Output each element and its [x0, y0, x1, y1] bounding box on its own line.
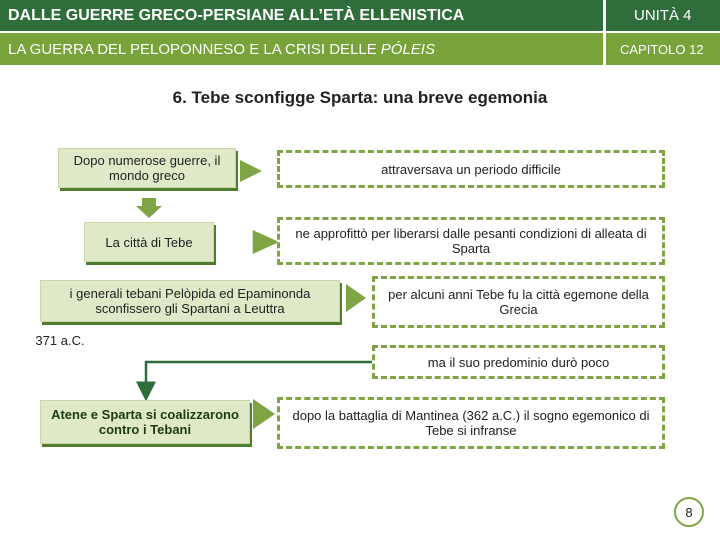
box-predominio: [372, 345, 665, 379]
slide-title: 6. Tebe sconfigge Sparta: una breve egemonia: [172, 88, 548, 107]
box-egemone-text: per alcuni anni Tebe fu la città egemone della Grecia: [388, 287, 649, 317]
page-number-text: 8: [685, 504, 693, 520]
box-citta-tebe: [84, 222, 214, 262]
unit-title: DALLE GUERRE GRECO-PERSIANE ALL’ETÀ ELLENISTICA: [8, 6, 465, 24]
chevron-right-2: [253, 230, 279, 254]
box-mondo-greco-text: Dopo numerose guerre, il mondo greco: [73, 153, 221, 183]
chapter-title-italic: PÓLEIS: [380, 40, 435, 58]
box-generali-text: i generali tebani Pelòpida ed Epaminonda sconfissero gli Spartani a Leuttra: [69, 286, 311, 316]
box-ne-approfitto: [277, 217, 665, 265]
box-generali: [40, 280, 340, 322]
box-periodo-difficile: [277, 150, 665, 188]
chevron-right-4: [253, 399, 275, 429]
elbow-connector: [146, 362, 372, 394]
box-ne-approfitto-text: ne approfittò per liberarsi dalle pesanti condizioni di alleata di Sparta: [295, 226, 647, 256]
box-citta-tebe-text: La città di Tebe: [105, 234, 193, 250]
box-egemone: [372, 276, 665, 328]
box-mantinea-text: dopo la battaglia di Mantinea (362 a.C.) il sogno egemonico di Tebe si infranse: [292, 408, 650, 438]
chapter-label: CAPITOLO 12: [620, 41, 704, 57]
down-arrow-1: [136, 198, 162, 218]
chapter-title-main: LA GUERRA DEL PELOPONNESO E LA CRISI DELLE: [8, 40, 377, 58]
box-periodo-difficile-text: attraversava un periodo difficile: [381, 161, 561, 177]
chevron-right-1: [240, 160, 262, 182]
page-number: [674, 497, 704, 527]
box-predominio-text: ma il suo predominio durò poco: [427, 354, 610, 370]
box-coalizzarono-text: Atene e Sparta si coalizzarono contro i Tebani: [51, 407, 239, 437]
chevron-right-3: [346, 284, 366, 312]
box-coalizzarono: [40, 400, 250, 444]
year-label: 371 a.C.: [35, 333, 85, 348]
box-mantinea: [277, 397, 665, 449]
box-mondo-greco: [58, 148, 236, 188]
unit-label: UNITÀ 4: [634, 7, 692, 24]
